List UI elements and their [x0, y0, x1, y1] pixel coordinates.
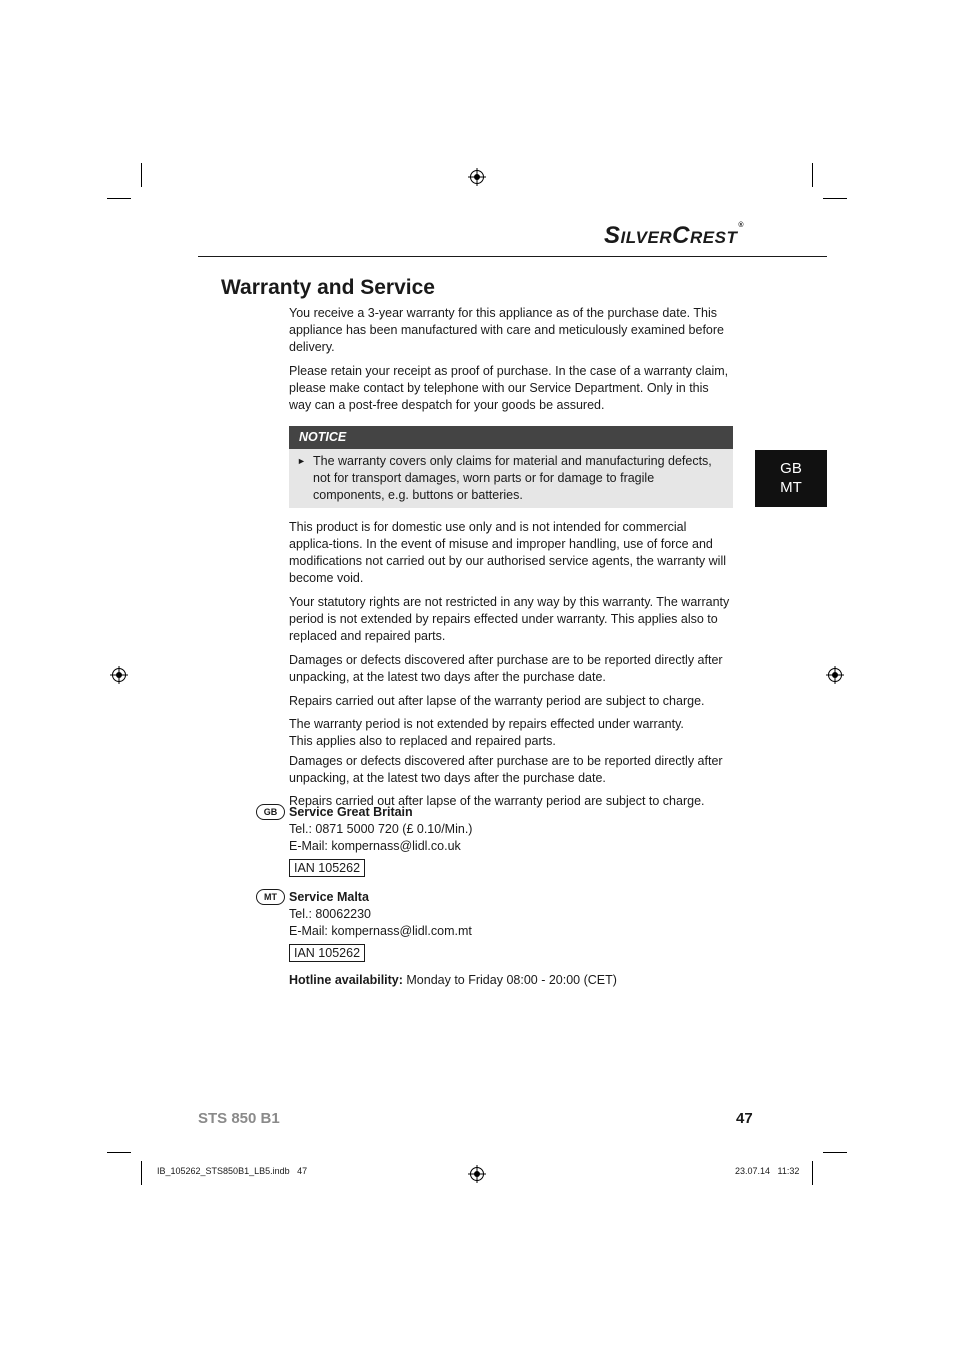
- service-malta: [289, 889, 733, 962]
- paragraph: This product is for domestic use only and is not intended for commercial applica-tions. In the event of misuse and improper handling, use of force and modifications not carried out by our authorised service agents, the warranty will become void.: [289, 520, 727, 585]
- service-phone: Tel.: 80062230: [289, 907, 372, 921]
- print-slug-file: IB_105262_STS850B1_LB5.indb 47: [157, 1166, 308, 1176]
- service-email: E-Mail: kompernass@lidl.co.uk: [289, 839, 461, 853]
- service-email: E-Mail: kompernass@lidl.com.mt: [289, 924, 472, 938]
- crop-mark: [141, 1161, 142, 1185]
- ian-number: IAN 105262: [289, 859, 365, 877]
- language-code: MT: [780, 479, 802, 496]
- paragraph: Repairs carried out after lapse of the warranty period are subject to charge.: [289, 694, 705, 708]
- header-rule: [198, 256, 827, 257]
- paragraph: Damages or defects discovered after purchase are to be reported directly after unpacking, at the latest two days after the purchase date.: [289, 653, 723, 684]
- hotline-hours: Monday to Friday 08:00 - 20:00 (CET): [402, 973, 617, 987]
- paragraph: You receive a 3-year warranty for this appliance as of the purchase date. This appliance has been manufactured with care and meticulously examined before delivery.: [289, 306, 724, 354]
- language-code: GB: [780, 460, 802, 477]
- model-number: STS 850 B1: [198, 1110, 280, 1127]
- country-badge-gb: GB: [256, 804, 285, 820]
- notice-box: [289, 426, 733, 508]
- notice-text: The warranty covers only claims for material and manufacturing defects, not for transport damages, worn parts or for damage to fragile components, e.g. buttons or batteries.: [313, 454, 712, 502]
- service-name: Service Malta: [289, 890, 369, 904]
- paragraph: Your statutory rights are not restricted in any way by this warranty. The warranty period is not extended by repairs effected under warranty. This applies also to replaced and repaired parts.: [289, 595, 730, 643]
- service-phone: Tel.: 0871 5000 720 (£ 0.10/Min.): [289, 822, 473, 836]
- crop-mark: [823, 1152, 847, 1153]
- page-title: Warranty and Service: [221, 276, 435, 299]
- paragraph: Damages or defects discovered after purchase are to be reported directly after unpacking, at the latest two days after the purchase date.: [289, 754, 723, 785]
- crop-mark: [823, 198, 847, 199]
- hotline-label: Hotline availability:: [289, 973, 403, 987]
- paragraph: This applies also to replaced and repaired parts.: [289, 734, 556, 748]
- service-great-britain: [289, 804, 733, 877]
- crop-mark: [107, 198, 131, 199]
- notice-heading: NOTICE: [289, 426, 733, 449]
- paragraph: Repairs carried out after lapse of the warranty period are subject to charge.: [289, 794, 705, 808]
- country-badge-mt: MT: [256, 889, 285, 905]
- registration-mark-icon: [468, 1165, 486, 1183]
- crop-mark: [812, 1161, 813, 1185]
- crop-mark: [141, 163, 142, 187]
- page-number: 47: [736, 1110, 753, 1127]
- paragraph: The warranty period is not extended by repairs effected under warranty.: [289, 717, 684, 731]
- warranty-text: [289, 519, 733, 810]
- notice-body: [289, 449, 733, 508]
- registration-mark-icon: [826, 666, 844, 684]
- language-tab: [755, 450, 827, 507]
- service-name: Service Great Britain: [289, 805, 413, 819]
- crop-mark: [812, 163, 813, 187]
- crop-mark: [107, 1152, 131, 1153]
- brand-logo: SILVERCREST®: [604, 222, 744, 249]
- print-slug-datetime: 23.07.14 11:32: [735, 1166, 800, 1176]
- ian-number: IAN 105262: [289, 944, 365, 962]
- arrow-right-icon: ►: [297, 456, 306, 466]
- registration-mark-icon: [110, 666, 128, 684]
- registration-mark-icon: [468, 168, 486, 186]
- hotline-availability: [289, 972, 617, 989]
- intro-text: [289, 305, 733, 414]
- paragraph: Please retain your receipt as proof of purchase. In the case of a warranty claim, please make contact by telephone with our Service Department. Only in this way can a post-free despatch for your goods be assured.: [289, 364, 729, 412]
